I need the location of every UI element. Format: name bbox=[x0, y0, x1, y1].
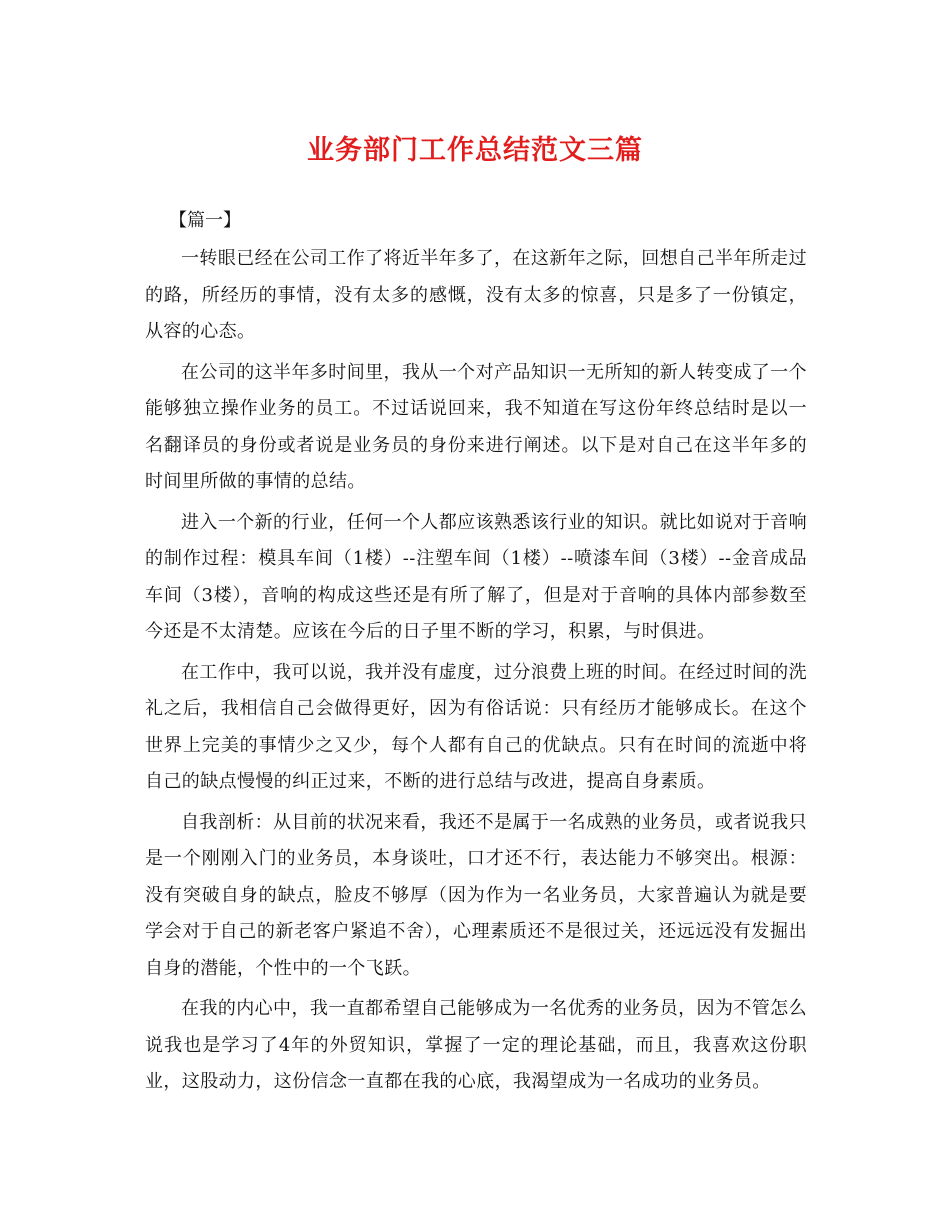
paragraph: 进入一个新的行业，任何一个人都应该熟悉该行业的知识。就比如说对于音响的制作过程：模具车间（1楼）--注塑车间（1楼）--喷漆车间（3楼）--金音成品车间（3楼），音响的构成这些还是有所了解了，但是对于音响的具体内部参数至今还是不太清楚。应该在今后的日子里不断的学习，积累，与时俱进。 bbox=[145, 511, 807, 642]
paragraph: 一转眼已经在公司工作了将近半年多了，在这新年之际，回想自己半年所走过的路，所经历的事情，没有太多的感慨，没有太多的惊喜，只是多了一份镇定，从容的心态。 bbox=[145, 248, 807, 342]
document-title: 业务部门工作总结范文三篇 bbox=[307, 135, 643, 166]
paragraph: 自我剖析：从目前的状况来看，我还不是属于一名成熟的业务员，或者说我只是一个刚刚入门的业务员，本身谈吐，口才还不行，表达能力不够突出。根源：没有突破自身的缺点，脸皮不够厚（因为作为一名业务员，大家普遍认为就是要学会对于自己的新老客户紧追不舍），心理素质还不是很过关，还远远没有发掘出自身的潜能，个性中的一个飞跃。 bbox=[145, 811, 807, 979]
section-heading: 【篇一】 bbox=[169, 210, 241, 231]
paragraph: 在工作中，我可以说，我并没有虚度，过分浪费上班的时间。在经过时间的洗礼之后，我相信自己会做得更好，因为有俗话说：只有经历才能够成长。在这个世界上完美的事情少之又少，每个人都有自己的优缺点。只有在时间的流逝中将自己的缺点慢慢的纠正过来，不断的进行总结与改进，提高自身素质。 bbox=[145, 661, 807, 792]
paragraph: 在公司的这半年多时间里，我从一个对产品知识一无所知的新人转变成了一个能够独立操作业务的员工。不过话说回来，我不知道在写这份年终总结时是以一名翻译员的身份或者说是业务员的身份来进行阐述。以下是对自己在这半年多的时间里所做的事情的总结。 bbox=[145, 361, 807, 492]
document-body bbox=[145, 205, 807, 1105]
paragraph: 在我的内心中，我一直都希望自己能够成为一名优秀的业务员，因为不管怎么说我也是学习了4年的外贸知识，掌握了一定的理论基础，而且，我喜欢这份职业，这股动力，这份信念一直都在我的心底，我渴望成为一名成功的业务员。 bbox=[145, 998, 807, 1092]
